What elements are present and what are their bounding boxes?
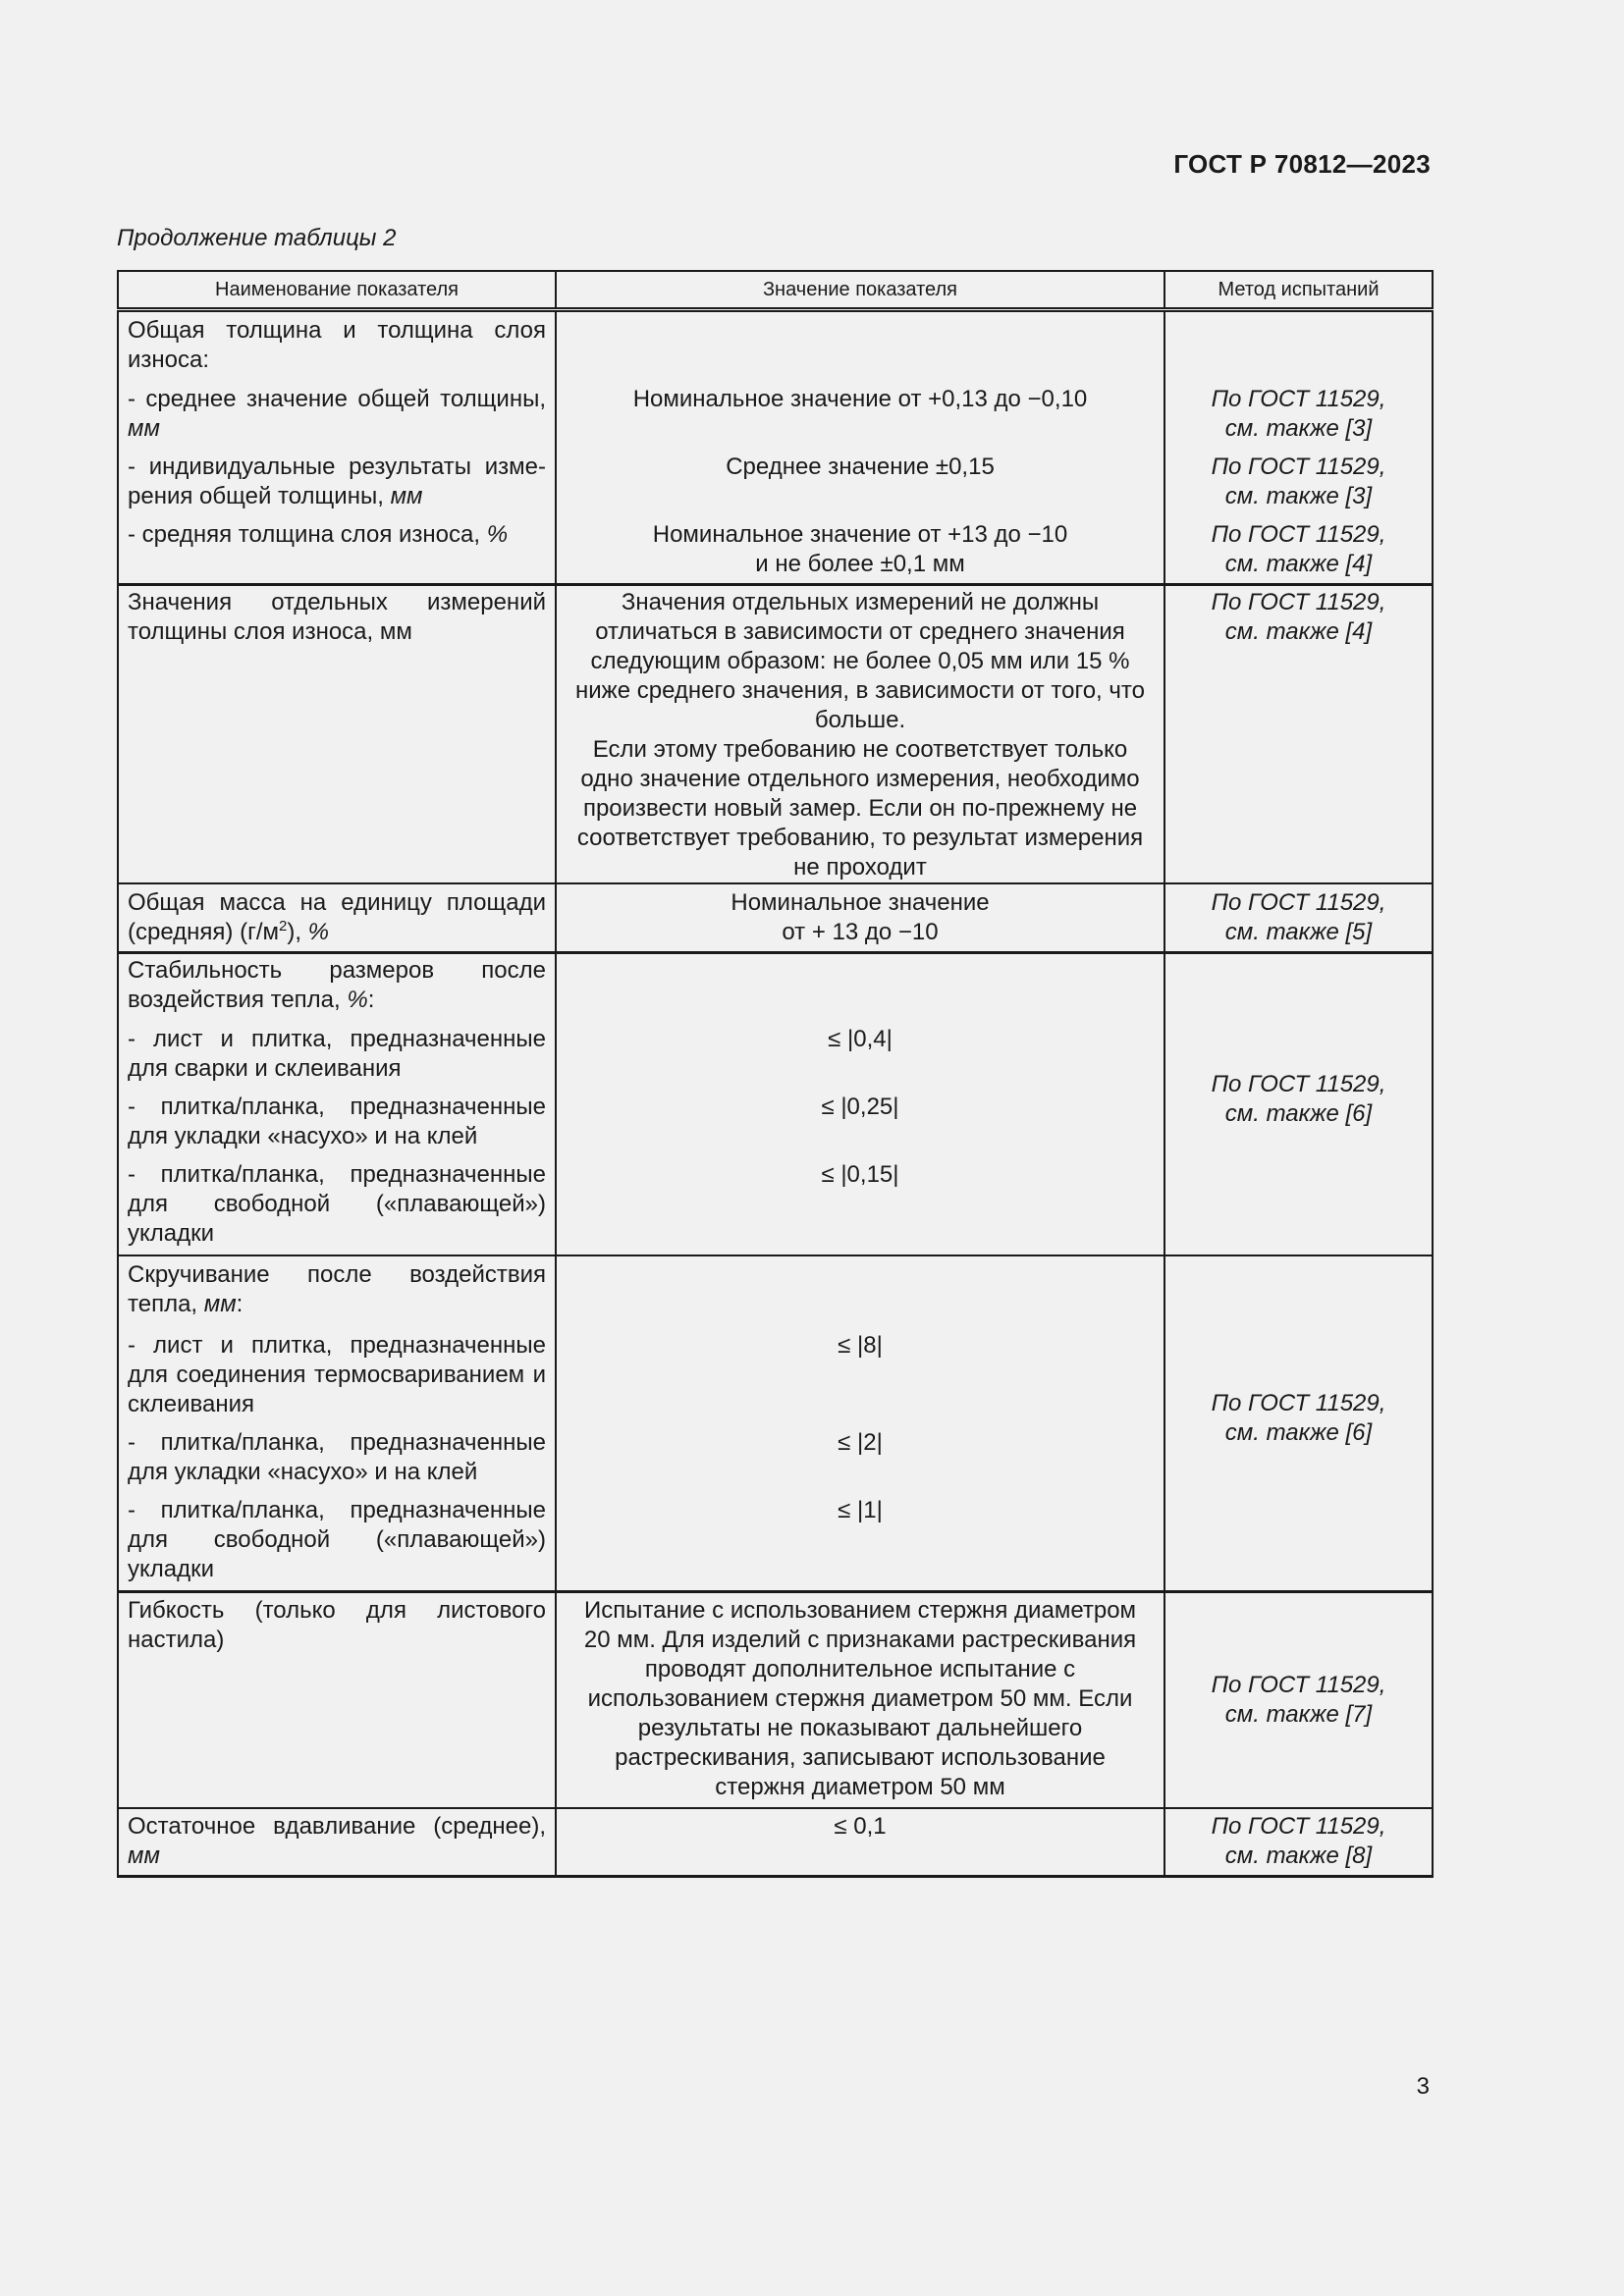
indicator-value: ≤ |8| — [838, 1332, 883, 1359]
indicators-table — [117, 270, 1434, 1878]
test-method-cell — [1164, 953, 1433, 1256]
indicator-subitem: - плитка/планка, предназначенные для укладки «насухо» и на клей — [128, 1429, 546, 1485]
test-method-cell — [1164, 883, 1433, 953]
table-row — [118, 883, 1433, 953]
indicator-subitem: - лист и плитка, предназначенные для сварки и склеивания — [128, 1026, 546, 1082]
indicator-value: ≤ 0,1 — [834, 1813, 887, 1840]
test-method-cell — [1164, 310, 1433, 585]
indicator-subitem: - индивидуальные результаты измерения общей толщины, мм — [128, 454, 546, 509]
indicator-value: ≤ |0,25| — [821, 1094, 899, 1120]
indicator-value-cell — [556, 310, 1164, 585]
indicator-subitem: - плитка/планка, предназначенные для свободной («плавающей») укладки — [128, 1497, 546, 1582]
indicator-name: Гибкость (только для листового настила) — [128, 1597, 546, 1653]
indicator-value: Среднее значение ±0,15 — [726, 454, 995, 480]
indicator-subitem: - плитка/планка, предназначенные для укладки «насухо» и на клей — [128, 1094, 546, 1149]
indicator-name-cell — [118, 1255, 556, 1592]
indicator-name-cell — [118, 953, 556, 1256]
indicator-value: Номинальное значение от + 13 до −10 — [731, 889, 990, 945]
indicator-value-cell — [556, 1808, 1164, 1877]
test-method-cell — [1164, 585, 1433, 884]
test-method-cell — [1164, 1592, 1433, 1809]
test-method: По ГОСТ 11529, см. также [6] — [1211, 1390, 1386, 1446]
table-header-row — [118, 271, 1433, 310]
indicator-value: ≤ |2| — [838, 1429, 883, 1456]
table-row — [118, 585, 1433, 884]
table-row — [118, 310, 1433, 585]
test-method: По ГОСТ 11529, см. также [4] — [1211, 589, 1386, 645]
test-method: По ГОСТ 11529, см. также [5] — [1211, 889, 1386, 945]
column-header-name: Наименование показателя — [118, 271, 556, 310]
indicator-value-cell — [556, 883, 1164, 953]
column-header-value: Значение показателя — [556, 271, 1164, 310]
indicator-value-cell — [556, 1255, 1164, 1592]
test-method-cell — [1164, 1808, 1433, 1877]
table-row — [118, 953, 1433, 1256]
test-method: По ГОСТ 11529, см. также [4] — [1211, 521, 1386, 577]
indicator-name-cell — [118, 1592, 556, 1809]
indicator-group-heading: Общая толщина и толщина слоя износа: — [128, 317, 546, 373]
indicator-name: Общая масса на единицу площади (средняя) $(г/м^2)$, % — [128, 889, 546, 945]
indicator-value: ≤ |0,15| — [821, 1161, 899, 1188]
indicator-value: ≤ |0,4| — [828, 1026, 893, 1052]
page-number: 3 — [1416, 2073, 1430, 2100]
test-method: По ГОСТ 11529, см. также [8] — [1211, 1813, 1386, 1869]
table-row — [118, 1255, 1433, 1592]
table-row — [118, 1808, 1433, 1877]
indicator-group-heading: Скручивание после воздействия тепла, мм: — [128, 1261, 546, 1317]
indicator-value-cell — [556, 585, 1164, 884]
test-method: По ГОСТ 11529, см. также [3] — [1211, 386, 1386, 442]
indicator-value: Номинальное значение от +13 до −10 и не более ±0,1 мм — [652, 521, 1068, 577]
indicator-subitem: - средняя толщина слоя износа, % — [128, 521, 509, 548]
indicator-subitem: - плитка/планка, предназначенные для свободной («плавающей») укладки — [128, 1161, 546, 1247]
indicator-value: Номинальное значение от +0,13 до −0,10 — [632, 386, 1088, 412]
indicator-name: Остаточное вдавливание (среднее), мм — [128, 1813, 546, 1869]
indicator-name: Значения отдельных измерений толщины слоя износа, мм — [128, 589, 546, 645]
indicator-value-cell — [556, 953, 1164, 1256]
test-method: По ГОСТ 11529, см. также [3] — [1211, 454, 1386, 509]
test-method: По ГОСТ 11529, см. также [6] — [1211, 1071, 1386, 1127]
indicator-value: Испытание с использованием стержня диаметром 20 мм. Для изделий с признаками растрескивания проводят дополнительное испытание с использованием стержня диаметром 50 мм. Если результаты не показывают дальнейшего растрескивания, записывают использование стержня диаметром 50 мм — [583, 1597, 1137, 1800]
column-header-method: Метод испытаний — [1164, 271, 1433, 310]
indicator-name-cell — [118, 585, 556, 884]
indicator-name-cell — [118, 310, 556, 585]
table-row — [118, 1592, 1433, 1809]
indicator-subitem: - лист и плитка, предназначенные для соединения термосвариванием и склеивания — [128, 1332, 546, 1417]
document-code: ГОСТ Р 70812—2023 — [1173, 149, 1431, 179]
indicator-subitem: - среднее значение общей толщины, мм — [128, 386, 546, 442]
indicator-value: Значения отдельных измерений не должны отличаться в зависимости от среднего значения следующим образом: не более 0,05 мм или 15 % ниже среднего значения, в зависимости от того, что больше. Если этому требованию не соответствует только одно значение отдельного измерения, необходимо произвести новый замер. Если он по-прежнему не соответствует требованию, то результат измерения не проходит — [575, 589, 1145, 881]
indicator-name-cell — [118, 883, 556, 953]
table-caption: Продолжение таблицы 2 — [117, 225, 397, 251]
indicator-value: ≤ |1| — [838, 1497, 883, 1523]
test-method-cell — [1164, 1255, 1433, 1592]
indicator-value-cell — [556, 1592, 1164, 1809]
test-method: По ГОСТ 11529, см. также [7] — [1211, 1672, 1386, 1728]
indicator-name-cell — [118, 1808, 556, 1877]
indicator-group-heading: Стабильность размеров после воздействия тепла, %: — [128, 957, 546, 1013]
